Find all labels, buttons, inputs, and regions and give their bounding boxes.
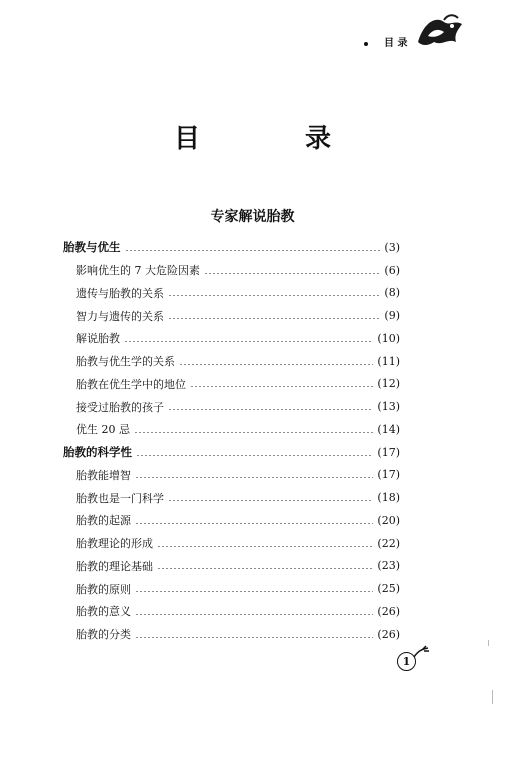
toc-leader-dots: [157, 546, 373, 547]
toc-item-row[interactable]: [63, 577, 400, 600]
toc-item-row[interactable]: [63, 350, 400, 373]
section-title: 专家解说胎教: [210, 209, 295, 225]
toc-item-row[interactable]: [63, 464, 400, 487]
toc-entry-title: 胎教的原则: [76, 582, 131, 596]
toc-leader-dots: [125, 250, 381, 251]
toc-leader-dots: [135, 591, 373, 592]
toc-item-row[interactable]: [63, 600, 400, 623]
toc-entry-title: 接受过胎教的孩子: [76, 400, 164, 414]
toc-page-number: (11): [377, 354, 400, 368]
toc-entry-title: 胎教与优生: [63, 240, 121, 255]
toc-page-number: (3): [384, 240, 400, 254]
toc-page-number: (23): [377, 559, 400, 573]
toc-item-row[interactable]: [63, 486, 400, 509]
toc-leader-dots: [179, 364, 373, 365]
header-bullet: [364, 42, 368, 46]
toc-leader-dots: [190, 386, 373, 387]
flourish-icon: [412, 645, 430, 661]
toc-item-row[interactable]: [63, 304, 400, 327]
toc-page-number: (13): [377, 400, 400, 414]
toc-leader-dots: [204, 273, 380, 274]
toc-entry-title: 解说胎教: [76, 332, 120, 346]
toc-leader-dots: [134, 432, 373, 433]
toc-entry-title: 胎教理论的形成: [76, 537, 153, 551]
toc-page-number: (22): [377, 536, 400, 550]
toc-leader-dots: [135, 477, 373, 478]
toc-entry-title: 胎教的分类: [76, 628, 131, 642]
toc-leader-dots: [168, 318, 380, 319]
toc-entry-title: 影响优生的 7 大危险因素: [76, 264, 200, 278]
toc-entry-title: 胎教的起源: [76, 514, 131, 528]
table-of-contents: [63, 236, 400, 646]
toc-item-row[interactable]: [63, 509, 400, 532]
toc-item-row[interactable]: [63, 327, 400, 350]
toc-item-row[interactable]: [63, 623, 400, 646]
toc-item-row[interactable]: [63, 532, 400, 555]
toc-entry-title: 胎教的科学性: [63, 445, 132, 460]
toc-entry-title: 胎教的理论基础: [76, 559, 153, 573]
page-number: 1: [397, 652, 416, 671]
toc-leader-dots: [168, 409, 373, 410]
toc-page-number: (20): [377, 513, 400, 527]
toc-item-row[interactable]: [63, 418, 400, 441]
toc-page-number: (8): [384, 286, 400, 300]
toc-page-number: (26): [377, 604, 400, 618]
toc-page-number: (6): [384, 263, 400, 277]
toc-entry-title: 胎教也是一门科学: [76, 491, 164, 505]
toc-item-row[interactable]: [63, 555, 400, 578]
toc-page-number: (18): [377, 491, 400, 505]
toc-entry-title: 胎教的意义: [76, 605, 131, 619]
toc-entry-title: 优生 20 忌: [76, 423, 130, 437]
toc-entry-title: 智力与遗传的关系: [76, 309, 164, 323]
toc-leader-dots: [135, 523, 373, 524]
scan-mark: [488, 640, 489, 646]
toc-item-row[interactable]: [63, 259, 400, 282]
toc-page-number: (17): [377, 445, 400, 459]
toc-leader-dots: [157, 568, 373, 569]
toc-page-number: (26): [377, 627, 400, 641]
toc-page-number: (12): [377, 377, 400, 391]
toc-entry-title: 胎教在优生学中的地位: [76, 377, 186, 391]
toc-item-row[interactable]: [63, 282, 400, 305]
toc-leader-dots: [124, 341, 373, 342]
toc-page-number: (25): [377, 582, 400, 596]
toc-page-number: (10): [377, 331, 400, 345]
toc-entry-title: 胎教能增智: [76, 468, 131, 482]
toc-page-number: (14): [377, 422, 400, 436]
ornament-illustration-icon: [414, 12, 466, 50]
running-header: 目 录: [384, 38, 408, 49]
toc-item-row[interactable]: [63, 395, 400, 418]
toc-chapter-row[interactable]: [63, 236, 400, 259]
scan-mark: [492, 690, 493, 704]
page-title: 目 录: [173, 124, 380, 154]
toc-leader-dots: [168, 295, 380, 296]
toc-entry-title: 遗传与胎教的关系: [76, 286, 164, 300]
toc-leader-dots: [136, 455, 373, 456]
toc-item-row[interactable]: [63, 373, 400, 396]
toc-leader-dots: [168, 500, 373, 501]
toc-chapter-row[interactable]: [63, 441, 400, 464]
toc-leader-dots: [135, 614, 373, 615]
toc-leader-dots: [135, 637, 373, 638]
toc-page-number: (9): [384, 309, 400, 323]
toc-page-number: (17): [377, 468, 400, 482]
toc-entry-title: 胎教与优生学的关系: [76, 355, 175, 369]
